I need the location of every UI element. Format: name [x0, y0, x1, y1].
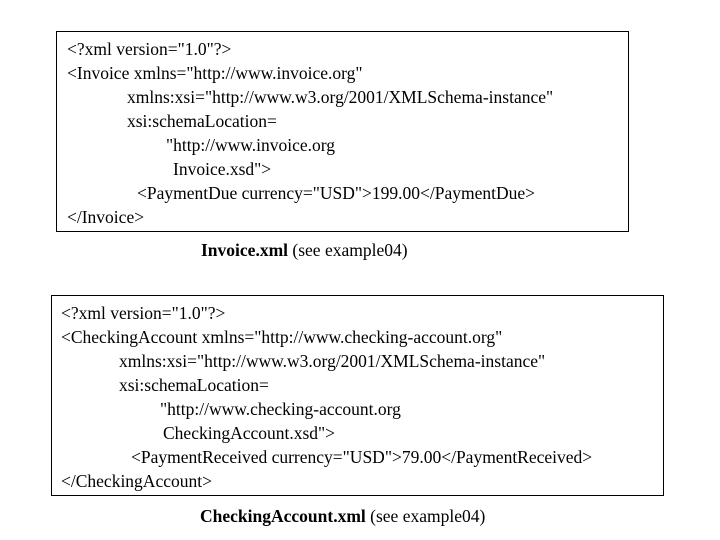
checking-account-xml-caption-filename: CheckingAccount.xml: [200, 506, 366, 526]
invoice-xml-caption-filename: Invoice.xml: [201, 240, 289, 260]
invoice-xml-line-7: <PaymentDue currency="USD">199.00</PaymentDue>: [137, 183, 536, 203]
invoice-xml-caption: [201, 238, 408, 262]
invoice-xml-line-4: xsi:schemaLocation=: [127, 111, 277, 131]
invoice-xml-line-1: <?xml version="1.0"?>: [67, 39, 232, 59]
checking-xml-line-8: </CheckingAccount>: [61, 471, 212, 491]
invoice-xml-code-box: [56, 31, 629, 232]
invoice-xml-line-8: </Invoice>: [67, 207, 145, 227]
invoice-xml-caption-note: (see example04): [288, 240, 408, 260]
invoice-xml-line-2: <Invoice xmlns="http://www.invoice.org": [67, 63, 363, 83]
checking-xml-line-2: <CheckingAccount xmlns="http://www.checking-account.org": [61, 327, 503, 347]
checking-xml-line-6: CheckingAccount.xsd">: [163, 423, 336, 443]
checking-account-xml-caption: [200, 504, 485, 528]
checking-xml-line-1: <?xml version="1.0"?>: [61, 303, 226, 323]
checking-account-xml-code-box: [51, 295, 664, 496]
invoice-xml-line-3: xmlns:xsi="http://www.w3.org/2001/XMLSchema-instance": [127, 87, 554, 107]
checking-xml-line-4: xsi:schemaLocation=: [119, 375, 269, 395]
invoice-xml-line-5: "http://www.invoice.org: [166, 135, 336, 155]
invoice-xml-line-6: Invoice.xsd">: [173, 159, 272, 179]
checking-xml-line-3: xmlns:xsi="http://www.w3.org/2001/XMLSchema-instance": [119, 351, 546, 371]
checking-xml-line-7: <PaymentReceived currency="USD">79.00</PaymentReceived>: [131, 447, 593, 467]
checking-xml-line-5: "http://www.checking-account.org: [160, 399, 401, 419]
checking-account-xml-caption-note: (see example04): [365, 506, 486, 526]
